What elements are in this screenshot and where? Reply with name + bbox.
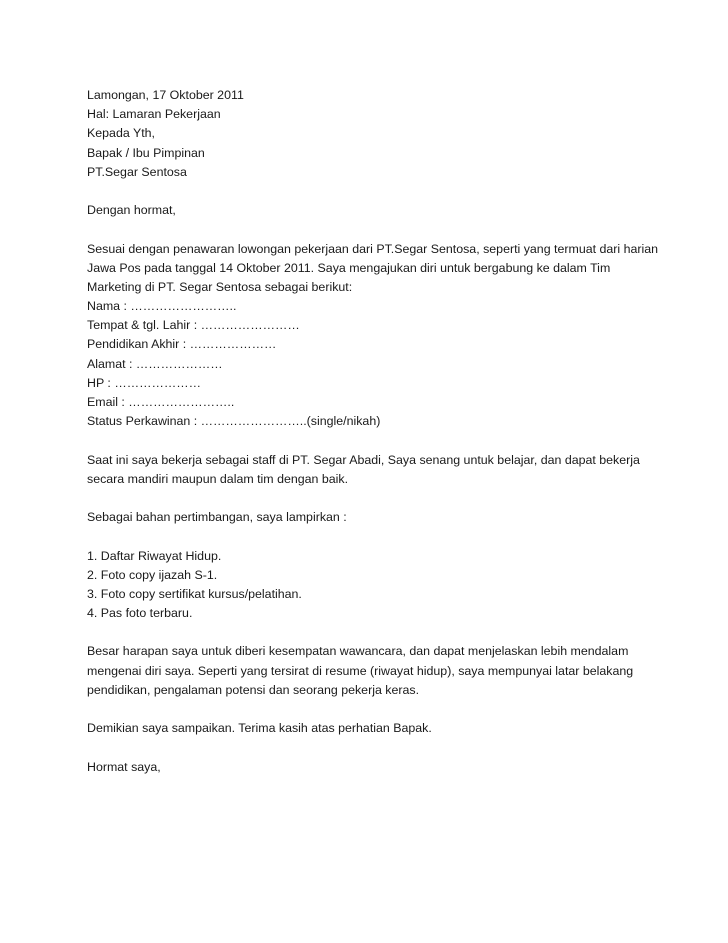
attachment-item: 3. Foto copy sertifikat kursus/pelatihan.: [87, 586, 302, 601]
recipient-line: Bapak / Ibu Pimpinan: [87, 145, 205, 160]
blank-line: [87, 431, 667, 450]
attachments-intro: Sebagai bahan pertimbangan, saya lampirkan :: [87, 510, 347, 525]
date-line: Lamongan, 17 Oktober 2011: [87, 88, 244, 102]
intro-paragraph-line: Marketing di PT. Segar Sentosa sebagai berikut:: [87, 279, 353, 294]
blank-line: [87, 738, 667, 757]
hope-paragraph-line: Besar harapan saya untuk diberi kesempatan wawancara, dan dapat menjelaskan lebih mendalam: [87, 644, 629, 659]
field-phone: HP : …………………: [87, 375, 202, 390]
intro-paragraph-line: Jawa Pos pada tanggal 14 Oktober 2011. Saya mengajukan diri untuk bergabung ke dalam Tim: [87, 260, 611, 275]
recipient-company: PT.Segar Sentosa: [87, 164, 187, 179]
field-education: Pendidikan Akhir : …………………: [87, 337, 277, 352]
attachment-item: 4. Pas foto terbaru.: [87, 606, 193, 621]
blank-line: [87, 182, 667, 201]
field-marital-status: Status Perkawinan : ……………………..(single/nikah): [87, 414, 381, 429]
blank-line: [87, 623, 667, 642]
field-email: Email : ……………………..: [87, 395, 235, 409]
subject-line: Hal: Lamaran Pekerjaan: [87, 107, 221, 122]
attachment-item: 1. Daftar Riwayat Hidup.: [87, 548, 222, 563]
recipient-line: Kepada Yth,: [87, 126, 155, 141]
field-address: Alamat : …………………: [87, 356, 223, 371]
hope-paragraph-line: pendidikan, pengalaman potensi dan seorang pekerja keras.: [87, 682, 420, 697]
intro-paragraph-line: Sesuai dengan penawaran lowongan pekerjaan dari PT.Segar Sentosa, seperti yang termuat dari harian: [87, 241, 659, 256]
blank-line: [87, 489, 667, 508]
sign-off: Hormat saya,: [87, 759, 161, 774]
closing-statement: Demikian saya sampaikan. Terima kasih atas perhatian Bapak.: [87, 721, 432, 736]
field-name: Nama : ……………………..: [87, 299, 237, 314]
field-birth: Tempat & tgl. Lahir : ……………………: [87, 318, 300, 333]
blank-line: [87, 700, 667, 719]
current-job-line: Saat ini saya bekerja sebagai staff di PT. Segar Abadi, Saya senang untuk belajar, dan dapat bekerja: [87, 452, 640, 467]
attachment-item: 2. Foto copy ijazah S-1.: [87, 567, 218, 582]
salutation: Dengan hormat,: [87, 203, 176, 218]
blank-line: [87, 527, 667, 546]
current-job-line: secara mandiri maupun dalam tim dengan baik.: [87, 471, 349, 486]
hope-paragraph-line: mengenai diri saya. Seperti yang tersirat di resume (riwayat hidup), saya mempunyai latar belakang: [87, 663, 634, 678]
application-letter: [87, 86, 667, 777]
blank-line: [87, 220, 667, 239]
